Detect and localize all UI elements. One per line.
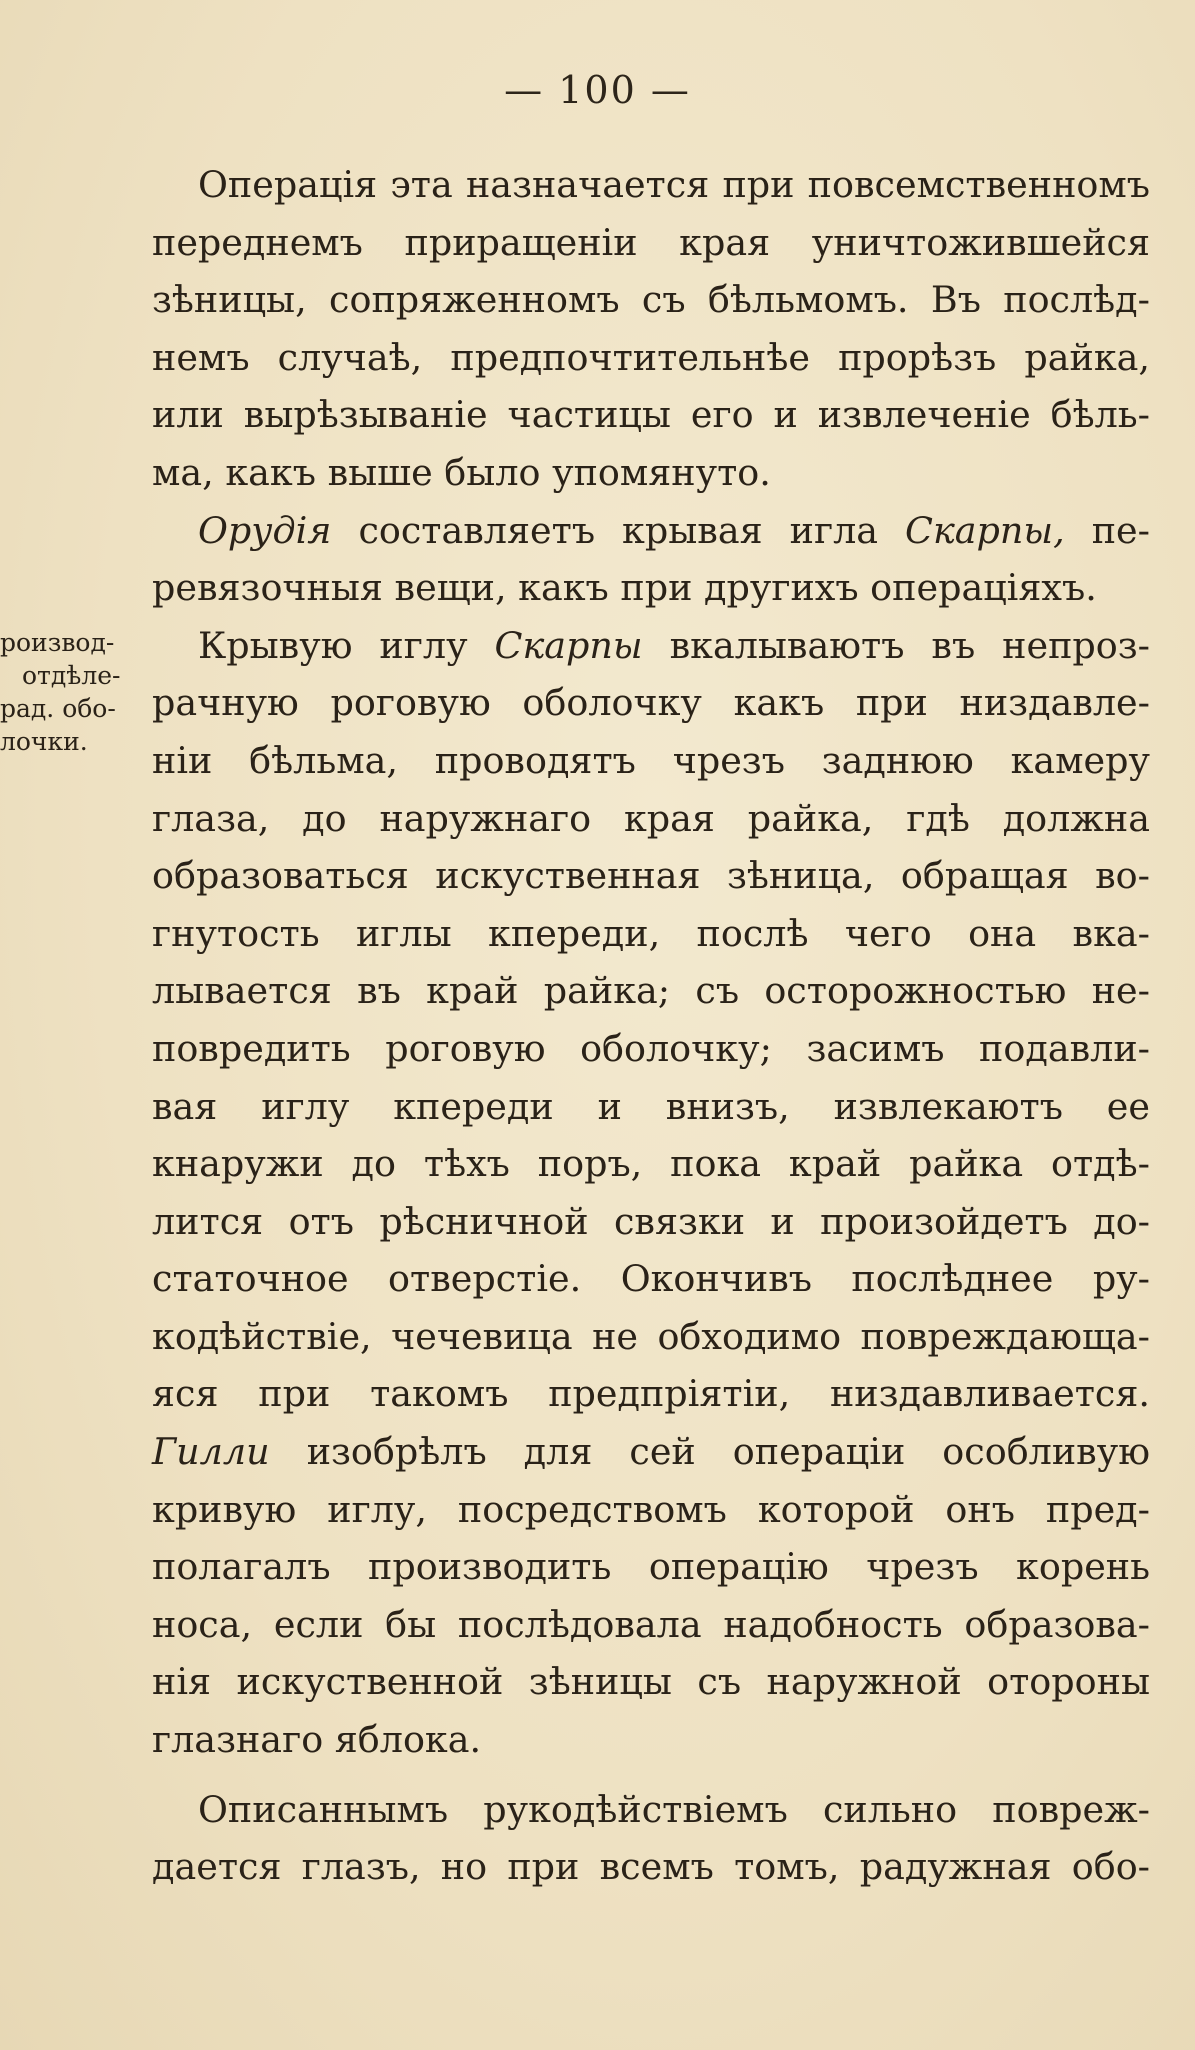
text-line <box>152 1423 1150 1481</box>
text-segment: глазнаго яблока. <box>152 1718 482 1762</box>
text-segment: составляетъ крывая игла <box>331 508 906 552</box>
text-line <box>152 156 1150 214</box>
text-line <box>152 1838 1150 1896</box>
text-segment: кнаружи до тѣхъ поръ, пока край райка отдѣ- <box>152 1142 1150 1186</box>
text-line <box>152 1596 1150 1654</box>
text-segment: дается глазъ, но при всемъ томъ, радужная обо- <box>152 1845 1150 1889</box>
text-segment: Гилли <box>152 1430 270 1474</box>
text-segment: пе- <box>1064 508 1150 552</box>
text-segment: Скарпы, <box>905 508 1065 552</box>
text-segment: Орудія <box>198 508 332 552</box>
text-segment: образоваться искуственная зѣница, обращая во- <box>152 854 1150 898</box>
text-line <box>152 1078 1150 1136</box>
text-segment: гнутость иглы кпереди, послѣ чего она вка- <box>152 911 1150 955</box>
text-line <box>152 502 1150 560</box>
text-segment: или вырѣзываніе частицы его и извлеченіе бѣль- <box>152 393 1150 437</box>
text-segment: ревязочныя вещи, какъ при другихъ операціяхъ. <box>152 566 1097 610</box>
text-line <box>152 386 1150 444</box>
text-segment: Операція эта назначается при повсемственномъ <box>198 163 1150 206</box>
text-segment: вая иглу кпереди и внизъ, извлекаютъ ее <box>152 1084 1150 1128</box>
text-segment: нія искуственной зѣницы съ наружной отороны <box>152 1660 1150 1704</box>
text-line <box>152 1193 1150 1251</box>
text-segment: лится отъ рѣсничной связки и произойдетъ до- <box>152 1199 1150 1243</box>
text-line <box>152 1538 1150 1596</box>
text-segment: ма, какъ выше было упомянуто. <box>152 450 771 494</box>
text-segment: кодѣйствіе, чечевица не обходимо повреждающа- <box>152 1314 1150 1358</box>
text-line <box>152 1481 1150 1539</box>
text-line <box>152 444 1150 502</box>
text-segment: изобрѣлъ для сей операціи особливую <box>269 1430 1150 1474</box>
text-segment: носа, если бы послѣдовала надобность образова- <box>152 1602 1150 1646</box>
text-segment: Описаннымъ рукодѣйствіемъ сильно повреж- <box>198 1787 1150 1831</box>
text-segment: яся при такомъ предпріятіи, низдавливается. <box>152 1372 1150 1416</box>
text-segment: лывается въ край райка; съ осторожностью не- <box>152 969 1150 1013</box>
text-line <box>152 1020 1150 1078</box>
text-line <box>152 214 1150 272</box>
text-line <box>152 559 1150 617</box>
text-line <box>152 617 1150 675</box>
text-line <box>152 1711 1150 1769</box>
text-segment: глаза, до наружнаго края райка, гдѣ должна <box>152 796 1150 840</box>
margin-note-line: роизвод- <box>0 628 115 657</box>
text-segment: переднемъ приращеніи края уничтожившейся <box>152 220 1150 264</box>
paragraph-gap <box>152 1769 1150 1781</box>
margin-note-line: лочки. <box>0 727 88 756</box>
text-line <box>152 1653 1150 1711</box>
text-segment: кривую иглу, посредствомъ которой онъ пред- <box>152 1487 1150 1531</box>
text-line <box>152 962 1150 1020</box>
text-segment: ніи бѣльма, проводятъ чрезъ заднюю камеру <box>152 738 1150 782</box>
text-segment: статочное отверстіе. Окончивъ послѣднее ру- <box>152 1257 1150 1301</box>
text-segment: Скарпы <box>494 623 643 667</box>
text-line <box>152 905 1150 963</box>
text-line <box>152 1365 1150 1423</box>
text-line <box>152 732 1150 790</box>
text-segment: полагалъ производить операцію чрезъ корень <box>152 1545 1150 1589</box>
body-text <box>152 156 1150 1896</box>
text-line <box>152 790 1150 848</box>
text-line <box>152 1250 1150 1308</box>
text-line <box>152 847 1150 905</box>
text-segment: зѣницы, сопряженномъ съ бѣльмомъ. Въ послѣд- <box>152 278 1150 322</box>
margin-note <box>0 626 140 758</box>
margin-note-line: рад. обо- <box>0 694 116 723</box>
text-segment: Крывую иглу <box>198 623 495 667</box>
text-line <box>152 329 1150 387</box>
text-segment: немъ случаѣ, предпочтительнѣе прорѣзъ райка, <box>152 335 1150 379</box>
page-number: — 100 — <box>504 68 691 112</box>
text-segment: вкалываютъ въ непроз- <box>642 623 1150 667</box>
text-segment: повредить роговую оболочку; засимъ подавли- <box>152 1026 1150 1070</box>
text-line <box>152 674 1150 732</box>
text-line <box>152 271 1150 329</box>
text-line <box>152 1781 1150 1839</box>
margin-note-line: отдѣле- <box>22 661 121 690</box>
text-segment: рачную роговую оболочку какъ при низдавле- <box>152 681 1150 725</box>
text-line <box>152 1135 1150 1193</box>
text-line <box>152 1308 1150 1366</box>
